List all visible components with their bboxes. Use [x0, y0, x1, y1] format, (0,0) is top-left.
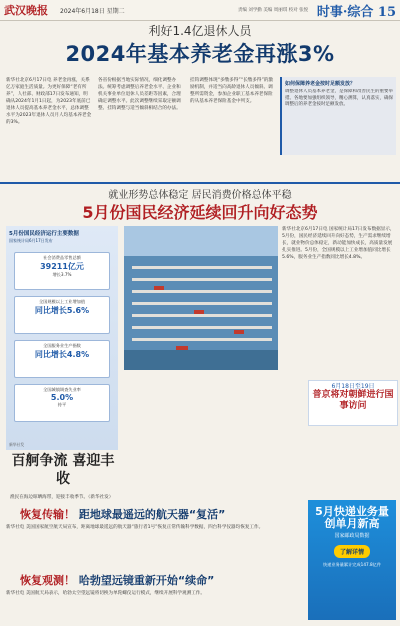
lead-column-3: 挂钩调整体现“多缴多得”“长缴多得”的激励机制，并适当向高龄退休人员倾斜。调整所需资金，参加企业职工基本养老保险的从基本养老保险基金中列支。 — [190, 78, 274, 104]
hubble-headline — [20, 572, 214, 588]
infographic-item-services — [14, 340, 110, 378]
lead-sidebar-card — [280, 77, 396, 155]
harbor-photo — [124, 226, 278, 370]
voyager-body: 新华社电 美国国家航空航天局宣布，距离地球最遥远的航天器“旅行者1号”恢复正常传输科学数据，四台科学仪器均恢复工作。 — [6, 525, 264, 530]
economy-subhead: 就业形势总体稳定 居民消费价格总体平稳 — [108, 190, 292, 201]
issue-date: 2024年6月18日 星期二 — [60, 8, 125, 15]
ad-cta-button[interactable]: 了解详情 — [334, 545, 370, 558]
editors-credit: 责编 刘学勤 美编 周丽琪 校对 张悦 — [238, 8, 309, 13]
visit-date: 6月18日至19日 — [331, 383, 375, 390]
infographic-item-retail — [14, 252, 110, 290]
infographic-footer: 新华社发 — [9, 442, 25, 447]
section-title: 时事·综合 15 — [316, 5, 396, 20]
lead-subhead: 利好1.4亿退休人员 — [148, 24, 252, 38]
item-label: 全国规模以上工业增加值 — [38, 299, 86, 304]
item-value: 同比增长5.6% — [34, 306, 90, 315]
lead-headline: 2024年基本养老金再涨3% — [65, 42, 335, 66]
item-value: 同比增长4.8% — [34, 350, 90, 359]
voyager-headline — [20, 506, 225, 522]
hubble-body: 新华社电 美国航天局表示，哈勃太空望远镜将切换为单陀螺仪运行模式，继续开展科学观测工作。 — [6, 591, 205, 596]
section-divider — [0, 182, 400, 184]
feature-headline: 百舸争流 喜迎丰收 — [11, 453, 115, 487]
ad-subtitle: 国家邮政局数据 — [334, 533, 370, 539]
voyager-title: 距地球最遥远的航天器“复活” — [78, 508, 226, 521]
hubble-title: 哈勃望远镜重新开始“续命” — [78, 574, 215, 587]
item-change: 增长3.7% — [52, 272, 72, 277]
lead-column-2: 各省份根据当地实际情况，细化调整办法。统筹考虑调整后养老金水平、企业和机关事业单位退休人员差距等因素，合理确定调整水平。此次调整继续采取定额调整、挂钩调整与适当倾斜相结合的办法。 — [98, 78, 181, 111]
voyager-kicker: 恢复传输！ — [20, 508, 75, 521]
infographic-title: 5月份国民经济运行主要数据 — [9, 231, 79, 237]
newspaper-logo: 武汉晚报 — [4, 4, 48, 17]
infographic-item-unemployment — [14, 384, 110, 422]
item-label: 全国城镇调查失业率 — [43, 387, 81, 392]
express-delivery-ad — [308, 500, 396, 620]
economy-infographic — [6, 226, 118, 450]
economy-body: 新华社北京6月17日电 国家统计局17日发布数据显示，5月份，国民经济延续回升向好态势，生产需求继续增长，就业物价总体稳定，新动能加快成长，高质量发展扎实推进。5月份，全国规模以上工业增加值同比增长5.6%，服务业生产指数同比增长4.8%。 — [282, 227, 395, 260]
infographic-subtitle: 国家统计局6月17日发布 — [9, 238, 53, 243]
ad-headline: 5月快递业务量 创单月新高 — [315, 505, 389, 530]
masthead — [0, 0, 400, 21]
item-change: 持平 — [57, 402, 67, 407]
visit-headline: 普京将对朝鲜进行国事访问 — [312, 390, 394, 411]
item-label: 社会消费品零售总额 — [43, 255, 81, 260]
ad-note: 快递业务量累计完成147.8亿件 — [322, 562, 382, 567]
harbor-photo-illustration — [124, 226, 278, 370]
putin-visit-box — [308, 380, 398, 426]
item-value: 5.0% — [50, 393, 74, 402]
hubble-kicker: 恢复观测！ — [20, 574, 75, 587]
economy-headline: 5月份国民经济延续回升向好态势 — [82, 203, 318, 222]
feature-caption: 渔民在海边晾晒海带，迎接丰收季节。（新华社发） — [10, 495, 114, 500]
card-title: 如何保障养老金按时足额发放？ — [285, 81, 356, 87]
infographic-item-industry — [14, 296, 110, 334]
lead-column-1: 新华社北京6月17日电 养老金再涨，关系亿万家庭生活质量。为更好保障“老有所养”，人社部、财政部17日发布通知，明确从2024年1月1日起，为2023年底前已退休人员提高基本养老金水平，总体调整水平为2023年退休人员月人均基本养老金的3%。 — [6, 78, 92, 125]
card-text: 调整退休人员基本养老金，是保障和改善民生的重要举措。各地要加强组织领导，精心测算，认真落实，确保调整后的养老金按时足额发放。 — [285, 89, 393, 107]
item-label: 全国服务业生产指数 — [43, 343, 81, 348]
item-value: 39211亿元 — [40, 262, 84, 271]
